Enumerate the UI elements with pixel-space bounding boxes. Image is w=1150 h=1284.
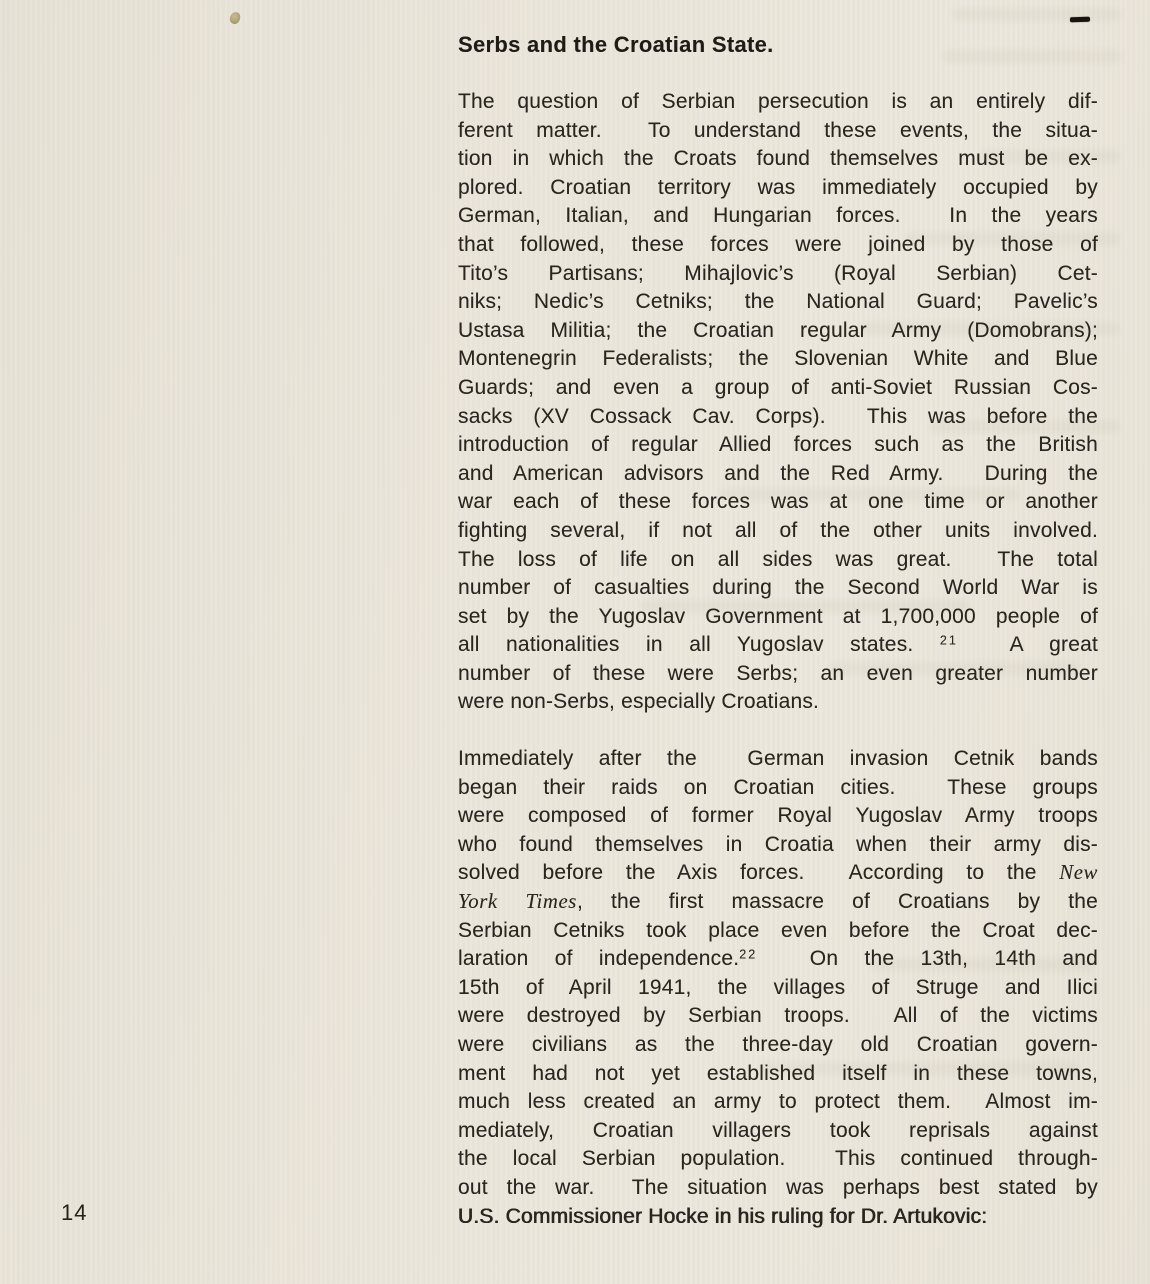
text-line — [458, 660, 1098, 689]
text-segment: were composed of former Royal Yugoslav Army troops — [458, 804, 1098, 828]
text-segment: ferent matter. To understand these events, the situa- — [458, 118, 1098, 142]
text-segment: tion in which the Croats found themselves must be ex- — [458, 147, 1098, 171]
paragraph-2 — [458, 745, 1098, 1231]
text-segment: The question of Serbian persecution is an entirely dif- — [458, 90, 1098, 113]
text-line — [458, 831, 1098, 860]
text-segment: laration of independence. — [458, 947, 740, 971]
text-segment: out the war. The situation was perhaps best stated by — [458, 1175, 1098, 1199]
text-segment: that followed, these forces were joined by those of — [458, 232, 1098, 256]
text-line — [458, 260, 1098, 289]
text-line — [458, 917, 1098, 946]
text-line — [458, 546, 1098, 575]
text-line — [458, 1117, 1098, 1146]
text-line — [458, 1060, 1098, 1089]
text-segment: began their raids on Croatian cities. These groups — [458, 775, 1098, 799]
paragraph-1 — [458, 88, 1098, 717]
text-line — [458, 859, 1098, 888]
text-line — [458, 1088, 1098, 1117]
text-line — [458, 117, 1098, 146]
paper-speck — [228, 11, 241, 26]
text-segment: mediately, Croatian villagers took reprisals against — [458, 1118, 1098, 1142]
text-segment: were civilians as the three-day old Croatian govern- — [458, 1033, 1098, 1056]
text-segment: who found themselves in Croatia when their army dis- — [458, 832, 1098, 856]
text-line — [458, 1203, 1098, 1232]
text-segment: all nationalities in all Yugoslav states. — [458, 633, 940, 657]
text-segment: fighting several, if not all of the other units involved. — [458, 518, 1098, 542]
text-line — [458, 488, 1098, 517]
text-line — [458, 1174, 1098, 1203]
text-segment: German, Italian, and Hungarian forces. In the years — [458, 204, 1098, 228]
text-segment: were destroyed by Serbian troops. All of the victims — [458, 1004, 1098, 1028]
text-segment: A great — [957, 633, 1098, 657]
text-segment: introduction of regular Allied forces such as the British — [458, 433, 1098, 457]
text-line — [458, 945, 1098, 974]
text-line — [458, 431, 1098, 460]
text-line — [458, 974, 1098, 1003]
page-number: 14 — [61, 1200, 88, 1225]
text-segment: Ustasa Militia; the Croatian regular Army (Domobrans); — [458, 318, 1098, 342]
text-line — [458, 202, 1098, 231]
text-segment: On the 13th, 14th and — [757, 947, 1098, 971]
text-segment: New — [1059, 861, 1098, 885]
text-line — [458, 460, 1098, 489]
text-line — [458, 403, 1098, 432]
stray-dash-mark — [1070, 17, 1090, 23]
text-segment: Guards; and even a group of anti-Soviet Russian Cos- — [458, 375, 1098, 399]
text-line — [458, 1002, 1098, 1031]
text-line — [458, 345, 1098, 374]
text-segment: 15th of April 1941, the villages of Struge and Ilici — [458, 975, 1098, 999]
section-heading: Serbs and the Croatian State. — [458, 32, 774, 57]
text-segment: number of casualties during the Second World War is — [458, 576, 1098, 600]
text-line — [458, 745, 1098, 774]
text-segment: set by the Yugoslav Government at 1,700,000 people of — [458, 604, 1098, 628]
text-segment: the local Serbian population. This continued through- — [458, 1147, 1098, 1171]
text-segment: The loss of life on all sides was great. The total — [458, 547, 1098, 571]
text-line — [458, 174, 1098, 203]
text-line — [458, 688, 1098, 717]
text-segment: niks; Nedic’s Cetniks; the National Guard; Pavelic’s — [458, 290, 1098, 314]
text-segment: Montenegrin Federalists; the Slovenian White and Blue — [458, 347, 1098, 371]
text-line — [458, 888, 1098, 917]
footnote-ref: 21 — [939, 633, 958, 648]
text-line — [458, 774, 1098, 803]
text-segment: sacks (XV Cossack Cav. Corps). This was before the — [458, 404, 1098, 428]
text-segment: number of these were Serbs; an even greater number — [458, 661, 1098, 685]
text-segment: plored. Croatian territory was immediately occupied by — [458, 175, 1098, 199]
text-column — [458, 30, 1098, 1231]
text-line — [458, 802, 1098, 831]
text-segment: and American advisors and the Red Army. During the — [458, 461, 1098, 485]
text-line — [458, 1145, 1098, 1174]
text-segment: war each of these forces was at one time or another — [458, 490, 1098, 514]
text-segment: Immediately after the German invasion Cetnik bands — [458, 747, 1098, 771]
text-line — [458, 631, 1098, 660]
text-line — [458, 145, 1098, 174]
text-segment: were non-Serbs, especially Croatians. — [458, 690, 820, 714]
text-line — [458, 603, 1098, 632]
text-segment: York Times — [458, 890, 577, 914]
text-segment: Serbian Cetniks took place even before the Croat dec- — [458, 918, 1098, 942]
text-segment: much less created an army to protect them. Almost im- — [458, 1090, 1098, 1114]
text-segment: ment had not yet established itself in these towns, — [458, 1061, 1098, 1085]
text-segment: solved before the Axis forces. According to the — [458, 861, 1060, 885]
text-line — [458, 88, 1098, 117]
text-line — [458, 231, 1098, 260]
text-line — [458, 1031, 1098, 1060]
text-line — [458, 574, 1098, 603]
text-segment: , the first massacre of Croatians by the — [576, 890, 1098, 914]
footnote-ref: 22 — [739, 947, 758, 962]
text-segment: Tito’s Partisans; Mihajlovic’s (Royal Serbian) Cet- — [458, 261, 1098, 285]
text-line — [458, 374, 1098, 403]
text-line — [458, 317, 1098, 346]
text-segment: U.S. Commissioner Hocke in his ruling for Dr. Artukovic: — [458, 1204, 988, 1228]
text-line — [458, 288, 1098, 317]
text-line — [458, 517, 1098, 546]
bleedthrough-smudge — [952, 8, 1120, 21]
